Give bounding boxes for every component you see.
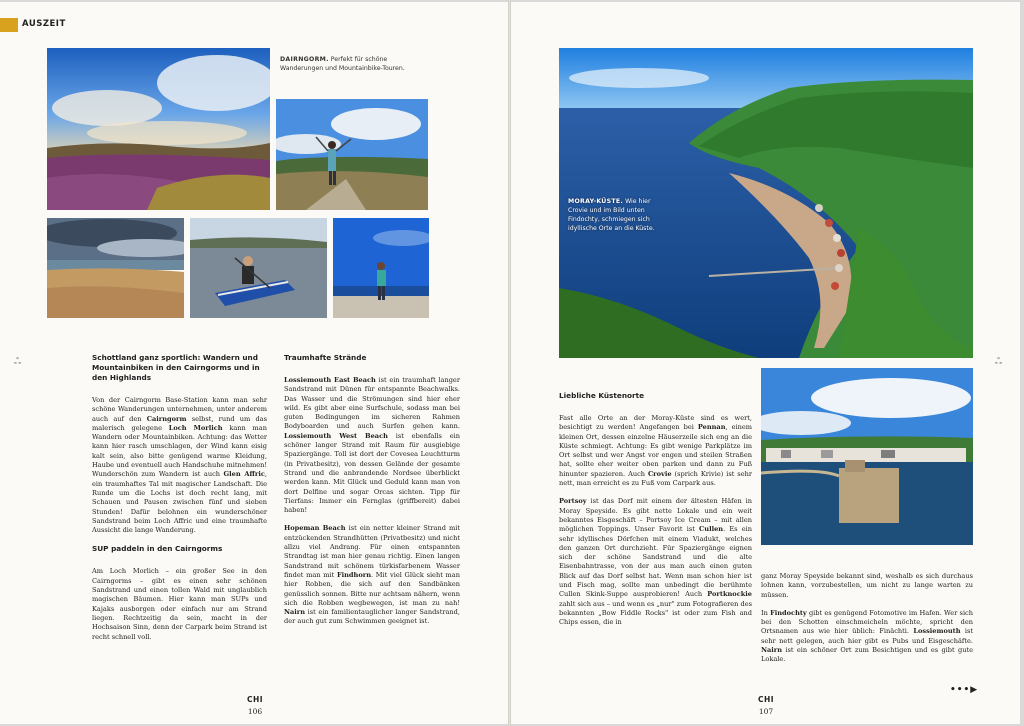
highlight-hopeman: Hopeman Beach	[284, 524, 346, 533]
paragraph-lossiemouth	[284, 376, 460, 515]
highlight-crovie: Crovie	[647, 469, 672, 478]
photo-sandy-beach-image	[47, 218, 184, 318]
paragraph-findochty	[761, 609, 973, 665]
highlight-glen-affric: Glen Affric	[223, 470, 265, 479]
text-run: In	[761, 608, 771, 617]
folio-brand: CHI	[757, 695, 775, 704]
folio-brand: CHI	[246, 695, 264, 704]
highlight-nairn: Nairn	[284, 608, 306, 617]
paragraph-portsoy	[559, 497, 752, 627]
highlight-loch-morlich: Loch Morlich	[168, 423, 223, 432]
text-run: gibt es genügend Fotomotive im Hafen. Wer sich bei den Schotten einschmeicheln möchte, spricht den Ortsnamen aus wie hier üblich: Finächti.	[761, 608, 973, 636]
photo-hiker-arms-raised	[276, 99, 428, 210]
photo-findochty-harbour-image	[761, 368, 973, 545]
folio-right	[751, 695, 781, 716]
highlight-cairngorm: Cairngorm	[146, 414, 187, 423]
highlight-findochty: Findochty	[770, 608, 807, 617]
highlight-lossiemouth-west: Lossiemouth West Beach	[284, 431, 388, 440]
text-run: ist ein traumhaft langer Sandstrand mit Dünen für entspannte Beachwalks. Das Wasser und die Strömungen sind hier eher wild. Es gibt aber eine Surfschule, sodass man bei guten Bedingungen im sicheren Rahmen Bodyboarden und auch Surfen gehen kann.	[284, 376, 460, 431]
heading-liebliche-kuestenorte: Liebliche Küstenorte	[559, 391, 645, 400]
text-run: ist sehr nett gelegen, auch hier gibt es Pubs und Eisgeschäfte.	[761, 627, 973, 645]
photo-sup-paddling-image	[190, 218, 327, 318]
text-column-right-1	[559, 391, 752, 637]
text-run: ist ein familientauglicher langer Sandstrand, der auch gut zum Schwimmen geeignet ist.	[284, 608, 460, 626]
heading-traumhafte-straende: Traumhafte Strände	[284, 353, 367, 362]
text-run: Fast alle Orte an der Moray-Küste sind es wert, besichtigt zu werden! Angefangen bei	[559, 414, 752, 432]
highlight-nairn: Nairn	[761, 646, 783, 655]
section-tag	[0, 18, 66, 32]
text-run: (sprich Krivie) ist sehr nett, man erreicht es zu Fuß vom Carpark aus.	[559, 469, 752, 488]
highlight-portknockie: Portknockie	[707, 590, 752, 599]
section-tag-label: AUSZEIT	[22, 19, 66, 29]
text-run: . Mit viel Glück sieht man hier Robben, die sich auf den Sandbänken genüsslich sonnen. Bitte nur achtsam nähern, wenn sich die Robben wegbewegen, ist man zu nah!	[284, 570, 460, 607]
text-column-left-1	[92, 353, 267, 651]
photo-woman-on-beach	[333, 218, 429, 318]
page-number: 106	[247, 707, 263, 716]
caption-moray-text: Wie hier Crovie und im Bild unten Findochty, schmiegen sich idyllische Orte an die Küste.	[568, 198, 655, 232]
text-run: . Es ein sehr idyllisches Dörfchen mit einem Viadukt, welches den ganzen Ort durchzieht. Für Spaziergänge eignen sich der schöne Sandstrand und die alte Eisenbahntrasse, von der aus man auch einen guten Blick auf das Dorf selbst hat. Wenn man schon hier ist und Fisch mag, sollte man unbedingt die berühmte Cullen Skink-Suppe ausprobieren! Auch	[559, 525, 752, 599]
text-run: , einem kleinen Ort, dessen einzelne Häuserzeile sich eng an die Küste schmiegt. Achtung: Es gibt wenige Parkplätze im Ort selbst und wer Angst vor engen und steilen Straßen hat, sollte eher weiter oben parken und dann zu Fuß hinunter spazieren. Auch	[559, 423, 752, 478]
text-run: ist das Dorf mit einem der ältesten Häfen in Moray Speyside. Es gibt nette Lokale und ein weit bekanntes Eisgeschäft – Portsoy Ice Cream – mit allen möglichen Toppings. Unser Favorit ist	[559, 497, 752, 534]
paragraph-pennan	[559, 414, 752, 488]
caption-dairngorm-text: Perfekt für schöne Wanderungen und Mountainbike-Touren.	[280, 56, 405, 72]
section-tag-bar	[0, 18, 18, 32]
knot-ornament-icon: ஃ	[995, 357, 1003, 367]
text-run: , ein traumhaftes Tal mit magischer Landschaft. Die Runde um die Lochs ist doch recht lang, mit Schauen und Pausen zwischen fünf und sieben Stunden! Dafür belohnen ein wunderschöner Sandstrand beim Loch Affric und eine traumhafte Aussicht die lange Wanderung.	[92, 470, 267, 535]
highlight-cullen: Cullen	[699, 525, 724, 534]
text-run: zahlt sich aus – und wenn es „nur" zum Fotografieren des bekannten „Bow Fiddle Rocks" ist oder zum Fish and Chips essen, die in	[559, 599, 752, 627]
caption-moray-title: MORAY-KÜSTE.	[568, 198, 624, 205]
caption-moray	[568, 197, 666, 233]
heading-schottland-sportlich: Schottland ganz sportlich: Wandern und Mountainbiken in den Cairngorms und in den Highlands	[92, 353, 260, 382]
continue-arrow-icon: •••▶	[950, 685, 979, 695]
knot-ornament-icon: ஃ	[14, 357, 22, 367]
photo-hiker-arms-raised-image	[276, 99, 428, 210]
text-column-right-2	[761, 572, 973, 674]
text-run: ist ein netter kleiner Strand mit entzückenden Strandhütten (Privatbesitz) und nicht allzu viel Andrang. Für einen entspannten Strandtag ist man hier genau richtig. Einen langen Sandstrand mit schönem türkisfarbenem Wasser findet man mit	[284, 524, 461, 579]
highlight-lossiemouth-east: Lossiemouth East Beach	[284, 376, 376, 384]
caption-dairngorm	[280, 55, 425, 73]
heading-sup-paddeln: SUP paddeln in den Cairngorms	[92, 544, 223, 554]
highlight-findhorn: Findhorn	[336, 570, 372, 579]
caption-dairngorm-title: DAIRNGORM.	[280, 56, 329, 63]
paragraph-moray-speyside: ganz Moray Speyside bekannt sind, weshalb es sich durchaus lohnen kann, vorzubestellen, um nicht zu lange warten zu müssen.	[761, 572, 973, 599]
photo-findochty-harbour	[761, 368, 973, 545]
paragraph-wandern	[92, 396, 267, 535]
highlight-lossiemouth: Lossiemouth	[913, 627, 961, 636]
photo-heather-landscape	[47, 48, 270, 210]
highlight-pennan: Pennan	[697, 423, 726, 432]
photo-sup-paddling	[190, 218, 327, 318]
photo-heather-landscape-image	[47, 48, 270, 210]
text-run: ist ebenfalls ein schöner langer Strand mit Raum für ausgiebige Spaziergänge. Toll ist dort der Covesea Leuchtturm (in Privatbesitz), von dessen Gelände der gesamte Strand und die anbrandende Nordsee überblickt werden kann. Mit Glück und Geduld kann man von dort Delfine und sogar Orcas sichten. Tipp für Tierfans: Immer ein Fernglas (griffbereit) dabei haben!	[284, 431, 460, 515]
text-run: kann man Wandern oder Mountainbiken. Achtung: das Wetter kann hier rasch umschlagen, der Wind kann eisig kalt sein, also bitte genügend warme Kleidung, Haube und eventuell auch Handschuhe mitnehmen! Wunderschön zum Wandern ist auch	[92, 423, 267, 479]
paragraph-hopeman	[284, 524, 460, 626]
folio-left	[240, 695, 270, 716]
text-run: ist ein schöner Ort zum Besichtigen und es gibt gute Lokale.	[761, 646, 973, 664]
paragraph-sup: Am Loch Morlich – ein großer See in den Cairngorms – gibt es einen sehr schönen Sandstrand und einen tollen Wald mit unglaublich magischen Bäumen. Hier kann man SUPs und Kajaks ausborgen oder einfach nur am Strand liegen. Rechtzeitig da sein, macht in der Hochsaison Sinn, denn der Carpark beim Strand ist recht schnell voll.	[92, 567, 267, 641]
page-number: 107	[758, 707, 774, 716]
photo-sandy-beach	[47, 218, 184, 318]
photo-woman-on-beach-image	[333, 218, 429, 318]
text-run: selbst, rund um das malerisch gelegene	[92, 414, 268, 432]
text-run: Von der Cairngorm Base-Station kann man sehr schöne Wanderungen unternehmen, unter anderem auch auf den	[92, 396, 267, 423]
highlight-portsoy: Portsoy	[559, 497, 587, 506]
text-column-left-2	[284, 353, 460, 636]
